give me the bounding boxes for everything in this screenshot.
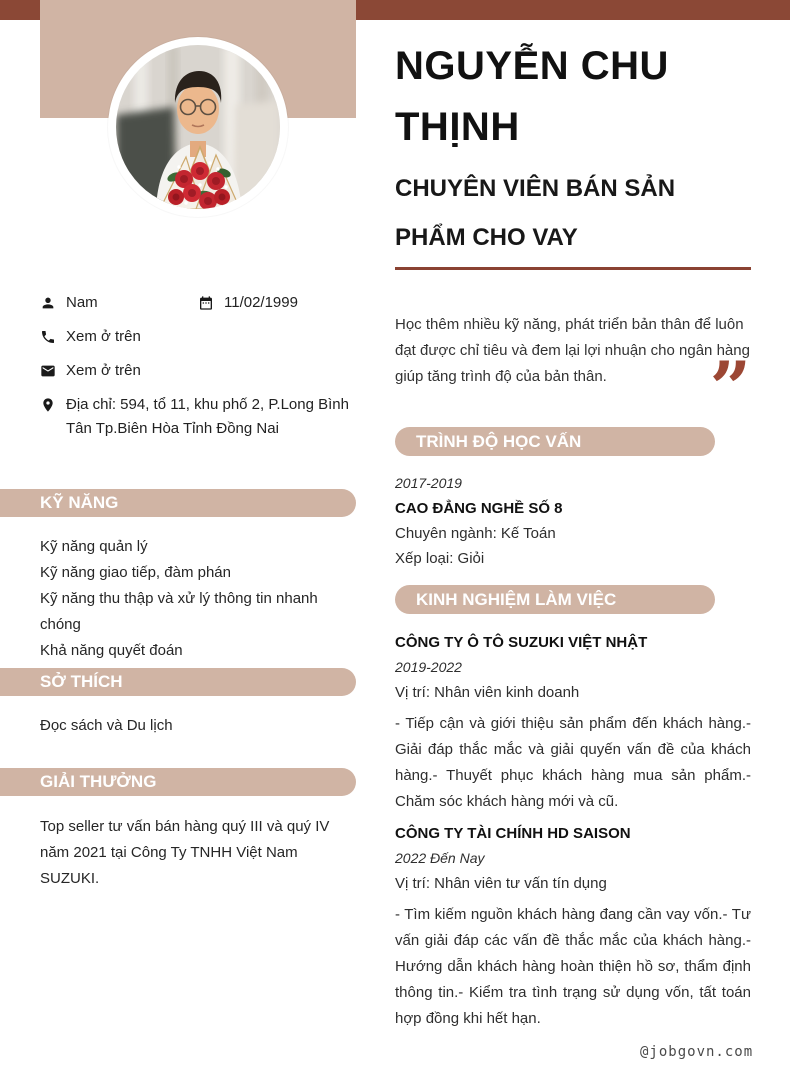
awards-list xyxy=(40,814,352,892)
contact-row-gender-birthday xyxy=(40,294,356,312)
portrait-illustration xyxy=(116,45,280,209)
experience-entry xyxy=(395,630,751,815)
candidate-name: NGUYỄN CHU THỊNH xyxy=(395,44,669,149)
contact-info xyxy=(40,294,356,457)
skills-list xyxy=(40,534,352,664)
candidate-job-title: CHUYÊN VIÊN BÁN SẢN PHẨM CHO VAY xyxy=(395,175,676,251)
header-divider xyxy=(395,267,751,270)
experience-position: Vị trí: Nhân viên tư vấn tín dụng xyxy=(395,875,607,892)
experience-company: CÔNG TY Ô TÔ SUZUKI VIỆT NHẬT xyxy=(395,634,648,651)
education-grade: Xếp loại: Giỏi xyxy=(395,550,485,567)
phone-value: Xem ở trên xyxy=(66,328,141,345)
experience-description: - Tìm kiếm nguồn khách hàng đang cần vay vốn.- Tư vấn giải đáp các vấn đề thắc mắc của khách hàng.- Hướng dẫn khách hàng hoàn thiện hồ sơ, thẩm định thông tin.- Kiểm tra tình trạng sử dụng vốn, tất toán hợp đồng khi hết hạn. xyxy=(395,906,751,1027)
email-value: Xem ở trên xyxy=(66,362,141,379)
location-icon xyxy=(40,397,56,413)
gender-value: Nam xyxy=(66,294,98,311)
experience-period: 2022 Đến Nay xyxy=(395,850,485,866)
experience-entry xyxy=(395,821,751,1032)
contact-row-email xyxy=(40,362,356,380)
experience-company: CÔNG TY TÀI CHÍNH HD SAISON xyxy=(395,825,631,842)
section-header-hobbies: SỞ THÍCH xyxy=(0,668,356,696)
hobbies-list xyxy=(40,713,352,739)
skill-item: Kỹ năng giao tiếp, đàm phán xyxy=(40,564,231,581)
skill-item: Khả năng quyết đoán xyxy=(40,642,183,659)
quote-icon: ” xyxy=(709,345,751,430)
person-icon xyxy=(40,295,56,311)
experience-description: - Tiếp cận và giới thiệu sản phẩm đến khách hàng.- Giải đáp thắc mắc và giải quyến vấn đề của khách hàng.- Thuyết phục khách hàng mua sản phẩm.- Chăm sóc khách hàng mới và cũ. xyxy=(395,715,751,810)
address-value: Địa chỉ: 594, tổ 11, khu phố 2, P.Long Bình Tân Tp.Biên Hòa Tỉnh Đồng Nai xyxy=(66,396,349,437)
section-header-experience: KINH NGHIỆM LÀM VIỆC xyxy=(395,585,715,614)
career-objective: Học thêm nhiều kỹ năng, phát triển bản thân để luôn đạt được chỉ tiêu và đem lại lợi nhuận cho ngân hàng giúp tăng trình độ của bản thân. xyxy=(395,316,750,385)
phone-icon xyxy=(40,329,56,345)
section-header-awards: GIẢI THƯỞNG xyxy=(0,768,356,796)
award-item: Top seller tư vấn bán hàng quý III và quý IV năm 2021 tại Công Ty TNHH Việt Nam SUZUKI. xyxy=(40,818,330,887)
skill-item: Kỹ năng quản lý xyxy=(40,538,148,555)
education-period: 2017-2019 xyxy=(395,475,462,491)
watermark-handle: @jobgovn.com xyxy=(640,1044,754,1060)
skill-item: Kỹ năng thu thập và xử lý thông tin nhanh chóng xyxy=(40,590,318,633)
email-icon xyxy=(40,363,56,379)
education-entry xyxy=(395,471,751,571)
profile-photo xyxy=(116,45,280,209)
experience-position: Vị trí: Nhân viên kinh doanh xyxy=(395,684,580,701)
birthday-value: 11/02/1999 xyxy=(224,294,298,311)
calendar-icon xyxy=(198,295,214,311)
contact-row-phone xyxy=(40,328,356,346)
section-header-skills: KỸ NĂNG xyxy=(0,489,356,517)
experience-period: 2019-2022 xyxy=(395,659,462,675)
hobby-item: Đọc sách và Du lịch xyxy=(40,717,173,734)
education-major: Chuyên ngành: Kế Toán xyxy=(395,525,556,542)
contact-row-address xyxy=(40,396,356,441)
section-header-education: TRÌNH ĐỘ HỌC VẤN xyxy=(395,427,715,456)
education-school: CAO ĐẲNG NGHỀ SỐ 8 xyxy=(395,500,563,517)
